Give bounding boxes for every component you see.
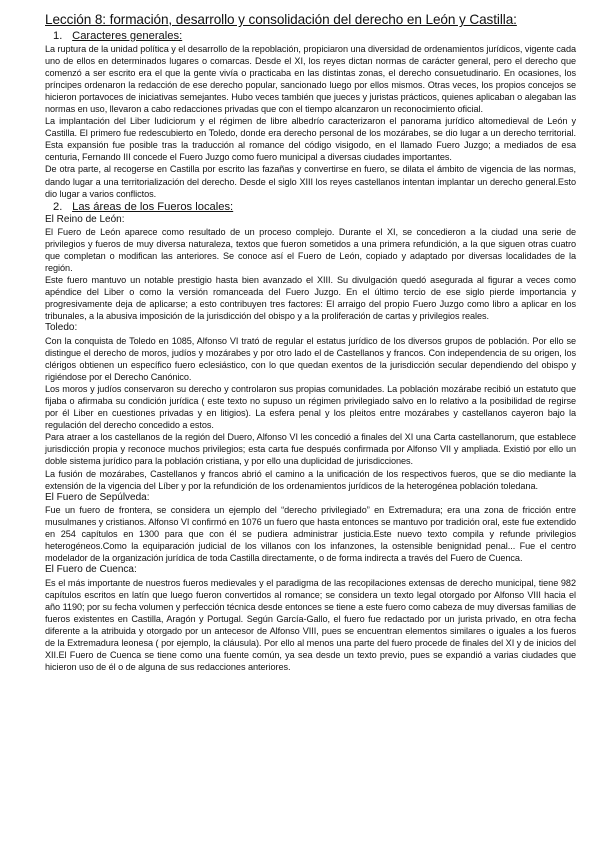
subheading-leon: El Reino de León: [45,213,125,225]
section-2-heading [53,201,576,213]
paragraph: Para atraer a los castellanos de la región del Duero, Alfonso VI les concedió a finales del XI una Carta castellanorum, que establece jurisdicción propia y reconoce muchos privilegios; esta carta fue después confirmada por Alfonso VII y ampliada. Existió por ello un doble sistema jurídico para la población cristiana, y por ello una duplicidad de jurisdicciones. [45,432,576,467]
paragraph: Los moros y judíos conservaron su derecho y controlaron sus propias comunidades. La población mozárabe recibió un estatuto que fijaba o afirmaba su condición jurídica ( este texto no supuso un régimen privilegiado salvo en lo relativo a la posibilidad de regirse por él Liber en cuestiones privadas y en litigios). La esfera penal y los pleitos entre mozárabes y castellanos cayeron bajo la regulación del derecho concedido a estos. [45,384,576,431]
paragraph: Con la conquista de Toledo en 1085, Alfonso VI trató de regular el estatus jurídico de los diversos grupos de población. Por ello se distingue el derecho de moros, judíos y mozárabes y por otro lado el de Castellanos y francos. Con independencia de su origen, los clérigos obtienen un específico fuero eclesiástico, con lo que quedan exentos de la jurisdicción secular dependiendo del obispo y rigiéndose por el Derecho Canónico. [45,335,576,383]
paragraph: Es el más importante de nuestros fueros medievales y el paradigma de las recopilaciones extensas de derecho municipal, tiene 982 capítulos escritos en latín que luego fueron convertidos al romance; se considera un texto legal otorgado por Alfonso VIII hacia el año 1190; por su fecha volumen y perfección técnica desde entonces se tiene a este fuero como cabeza de muy diversas familias de fueros existentes en Castilla, Aragón y Portugal. Según García-Gallo, el fuero fue redactado por un jurista privado, en otra fecha diferente a la atribuida y otorgado por un antecesor de Alfonso VIII, pues se encuentran elementos similares o iguales a los fueros de la Extremadura leonesa ( por ejemplo, la cláusula). Por ello al menos una parte del fuero procede de finales del XI y de inicios del XII.El Fuero de Cuenca se tiene como una fuente común, ya sea desde un texto previo, pues se expandió a varias ciudades que hicieron uso de él o de alguna de sus redacciones anteriores. [45,577,576,673]
subheading-cuenca: El Fuero de Cuenca: [45,564,137,576]
paragraph: La ruptura de la unidad política y el desarrollo de la repoblación, propiciaron una diversidad de ordenamientos jurídicos, vigente cada uno de ellos en determinados lugares o comarcas. Desde el XI, los reyes dictan normas de carácter general, pero el derecho que comenzó a ser escrito era el que la gente vivía o practicaba en las distintas zonas, el derecho consuetudinario. En ocasiones, los príncipes ordenaron la redacción de ese derecho popular, sancionado luego por ellos mismos. Otras veces, los propios concejos se hicieron portavoces de iniciativas semejantes. Hubo veces también que jueces y juristas prácticos, quienes aplicaban o alegaban las normas en uso, llevaron a cabo redacciones privadas que con el tiempo alcanzaron un reconocimiento oficial. [45,44,576,115]
section-1-label: Caracteres generales: [72,30,183,42]
paragraph: Fue un fuero de frontera, se considera un ejemplo del “derecho privilegiado” en Extremadura; era una zona de fricción entre musulmanes y cristianos. Alfonso VI confirmó en 1076 un fuero que hasta entonces se mantuvo por tradición oral, este fue extendido en 254 capítulos en 1300 para que con él se pudiera administrar justicia.Este nuevo texto compila y refunde privilegios heterogéneos.Como la equiparación judicial de los villanos con los infanzones, la ostensible benignidad penal... Fue el centro modelador de la organización jurídica de toda Castilla directamente, o de forma indirecta a través del Fuero de Cuenca. [45,505,576,564]
section-1-number: 1. [53,30,63,42]
paragraph: La implantación del Liber Iudiciorum y el régimen de libre albedrío caracterizaron el panorama jurídico altomedieval de León y Castilla. El primero fue redescubierto en Toledo, donde era derecho personal de los mozárabes, se dio lugar a un derecho territorial. Esta expansión fue posible tras la traducción al romance del código visigodo, en el llamado Fuero Juzgo; a mediados de esa centuria, Fernando III concede el Fuero Juzgo como fuero municipal a diversas ciudades importantes. [45,116,576,163]
section-1-heading [53,30,576,42]
paragraph: Este fuero mantuvo un notable prestigio hasta bien avanzado el XIII. Su divulgación quedó asegurada al figurar a veces como apéndice del Liber o como la versión romanceada del Fuero Juzgo. En el último tercio de ese siglo pierde importancia y progresivamente deja de aplicarse; a esto contribuyen tres factores: El arraigo del propio Fuero Juzgo como libro a aplicar en los tribunales, a la abusiva imposición de la jurisdicción del obispo y a la proliferación de cartas y privilegios reales. [45,275,576,322]
subheading-toledo: Toledo: [45,322,78,334]
page-title: Lección 8: formación, desarrollo y consolidación del derecho en León y Castilla: [45,12,517,27]
section-2-number: 2. [53,200,63,213]
paragraph: La fusión de mozárabes, Castellanos y francos abrió el camino a la unificación de los respectivos fueros, que se dio mediante la extensión de la vigencia del Líber y por la refundición de los ordenamientos jurídicos de la heterogénea población toledana. [45,468,576,491]
section-2-label: Las áreas de los Fueros locales: [72,200,234,213]
paragraph: De otra parte, al recogerse en Castilla por escrito las fazañas y convertirse en fuero, se dilata el ámbito de vigencia de las normas, dando lugar a una territorialización del derecho. Desde el siglo XIII los reyes castellanos intentan implantar un derecho general.Esto dio lugar a varios conflictos. [45,164,576,199]
paragraph: El Fuero de León aparece como resultado de un proceso complejo. Durante el XI, se concedieron a la ciudad una serie de privilegios y fueros de muy diversa naturaleza, textos que fueron sometidos a una primera refundición, a la que siguen otras cuatro que completan o modifican las anteriores. Se conoce así el Fuero de León, copiado y adaptado por diversas localidades de la región. [45,227,576,274]
subheading-sepulveda: El Fuero de Sepúlveda: [45,491,150,503]
